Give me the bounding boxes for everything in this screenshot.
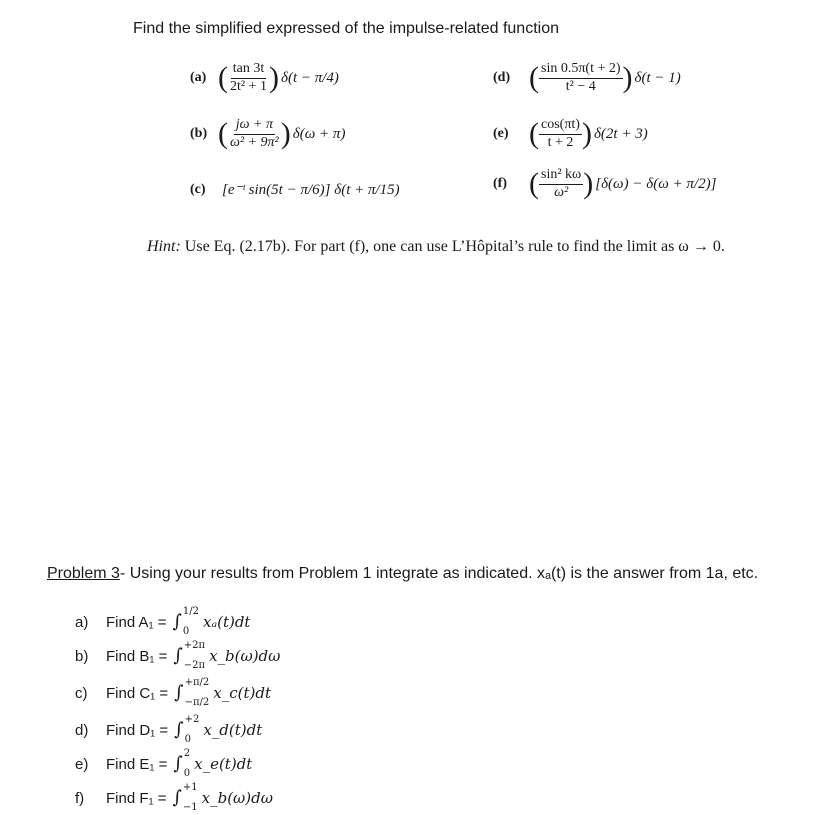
item-label: e) (75, 755, 89, 773)
part-a-label: (a) (190, 70, 207, 86)
hint-prefix: Hint: (147, 238, 181, 255)
problem3-item-e (75, 747, 280, 781)
problem3-list (75, 605, 280, 815)
problem-heading: Find the simplified expressed of the impulse-related function (133, 20, 559, 37)
part-d-delta: δ(t − 1) (634, 69, 681, 86)
part-e-label: (e) (493, 126, 509, 142)
hint-text: Use Eq. (2.17b). For part (f), one can use L’Hôpital’s rule to find the limit as ω → 0. (180, 238, 725, 255)
upper-limit: +2π (183, 640, 206, 651)
part-d-denominator: t² − 4 (565, 78, 596, 94)
part-b-label: (b) (190, 126, 208, 142)
part-a-fraction (228, 62, 269, 94)
integral-icon: ∫ (174, 682, 184, 703)
part-e-denominator: t + 2 (547, 134, 574, 150)
integral-icon: ∫ (174, 719, 184, 740)
close-paren-icon: ) (280, 117, 291, 151)
part-e-numerator: cos(πt) (539, 118, 582, 135)
problem3-item-c (75, 673, 280, 713)
part-a-numerator: tan 3t (231, 62, 267, 79)
problem3-text: - Using your results from Problem 1 integrate as indicated. xₐ(t) is the answer from 1a, etc. (119, 565, 759, 582)
part-f-denominator: ω² (554, 184, 569, 200)
integral-d (174, 715, 262, 745)
integral-b (173, 641, 280, 671)
lower-limit: 0 (182, 626, 190, 637)
close-paren-icon: ) (583, 167, 594, 201)
item-label: d) (75, 721, 89, 739)
part-d-numerator: sin 0.5π(t + 2) (539, 62, 623, 79)
lower-limit: −π/2 (184, 697, 210, 708)
part-b-fraction (228, 118, 281, 150)
part-d-fraction (539, 62, 623, 94)
part-b (190, 118, 345, 150)
item-label: a) (75, 613, 89, 631)
integral-icon: ∫ (173, 753, 183, 774)
open-paren-icon: ( (529, 117, 539, 151)
part-e-delta: δ(2t + 3) (593, 125, 648, 142)
problem3-item-b (75, 639, 280, 673)
integrand: x_c(t)dt (213, 684, 271, 702)
upper-limit: 2 (183, 748, 191, 759)
hint (147, 238, 725, 256)
integral-c (174, 678, 271, 708)
open-paren-icon: ( (529, 167, 539, 201)
part-f-numerator: sin² kω (539, 168, 583, 185)
item-text: Find C₁ = (106, 684, 169, 702)
part-f-fraction (539, 168, 583, 200)
integral-icon: ∫ (172, 787, 182, 808)
part-b-numerator: jω + π (234, 118, 275, 135)
item-text: Find F₁ = (106, 789, 167, 807)
integrand: xₐ(t)dt (203, 613, 251, 631)
part-e (493, 118, 648, 150)
integral-icon: ∫ (172, 611, 182, 632)
lower-limit: −1 (182, 802, 198, 813)
open-paren-icon: ( (218, 61, 228, 95)
part-b-delta: δ(ω + π) (292, 125, 346, 142)
problem3-title: Problem 3 (47, 565, 120, 582)
integral-f (173, 783, 273, 813)
item-text: Find A₁ = (106, 613, 167, 631)
lower-limit: −2π (183, 660, 206, 671)
integral-a (173, 607, 251, 637)
close-paren-icon: ) (268, 61, 279, 95)
lower-limit: 0 (184, 734, 191, 745)
part-c-expression: [e⁻ᵗ sin(5t − π/6)] δ(t + π/15) (222, 182, 400, 198)
part-e-fraction (539, 118, 582, 150)
close-paren-icon: ) (581, 117, 592, 151)
upper-limit: +π/2 (184, 677, 210, 688)
problem3-item-a (75, 605, 280, 639)
problem3-item-f (75, 781, 280, 815)
integral-icon: ∫ (173, 645, 183, 666)
part-f-delta: [δ(ω) − δ(ω + π/2)] (595, 175, 717, 192)
item-label: c) (75, 684, 88, 702)
item-label: f) (75, 789, 85, 807)
upper-limit: +2 (184, 714, 200, 725)
part-a-delta: δ(t − π/4) (280, 69, 339, 86)
problem3-intro (47, 565, 758, 583)
part-f-label: (f) (493, 176, 507, 192)
part-d-label: (d) (493, 70, 511, 86)
item-label: b) (75, 647, 89, 665)
part-d (493, 62, 681, 94)
part-f (493, 168, 716, 200)
item-text: Find E₁ = (106, 755, 168, 773)
open-paren-icon: ( (529, 61, 539, 95)
close-paren-icon: ) (622, 61, 633, 95)
integrand: x_b(ω)dω (201, 789, 273, 807)
part-a (190, 62, 339, 94)
problem3-item-d (75, 713, 280, 747)
integrand: x_b(ω)dω (209, 647, 281, 665)
part-a-denominator: 2t² + 1 (230, 78, 267, 94)
item-text: Find B₁ = (106, 647, 168, 665)
part-b-denominator: ω² + 9π² (230, 134, 279, 150)
integrand: x_d(t)dt (203, 721, 263, 739)
integral-e (173, 749, 252, 779)
item-text: Find D₁ = (106, 721, 169, 739)
lower-limit: 0 (183, 768, 191, 779)
part-c-label: (c) (190, 181, 206, 197)
upper-limit: 1/2 (182, 606, 199, 617)
part-c (190, 180, 400, 199)
integrand: x_e(t)dt (194, 755, 253, 773)
open-paren-icon: ( (218, 117, 228, 151)
upper-limit: +1 (182, 782, 198, 793)
